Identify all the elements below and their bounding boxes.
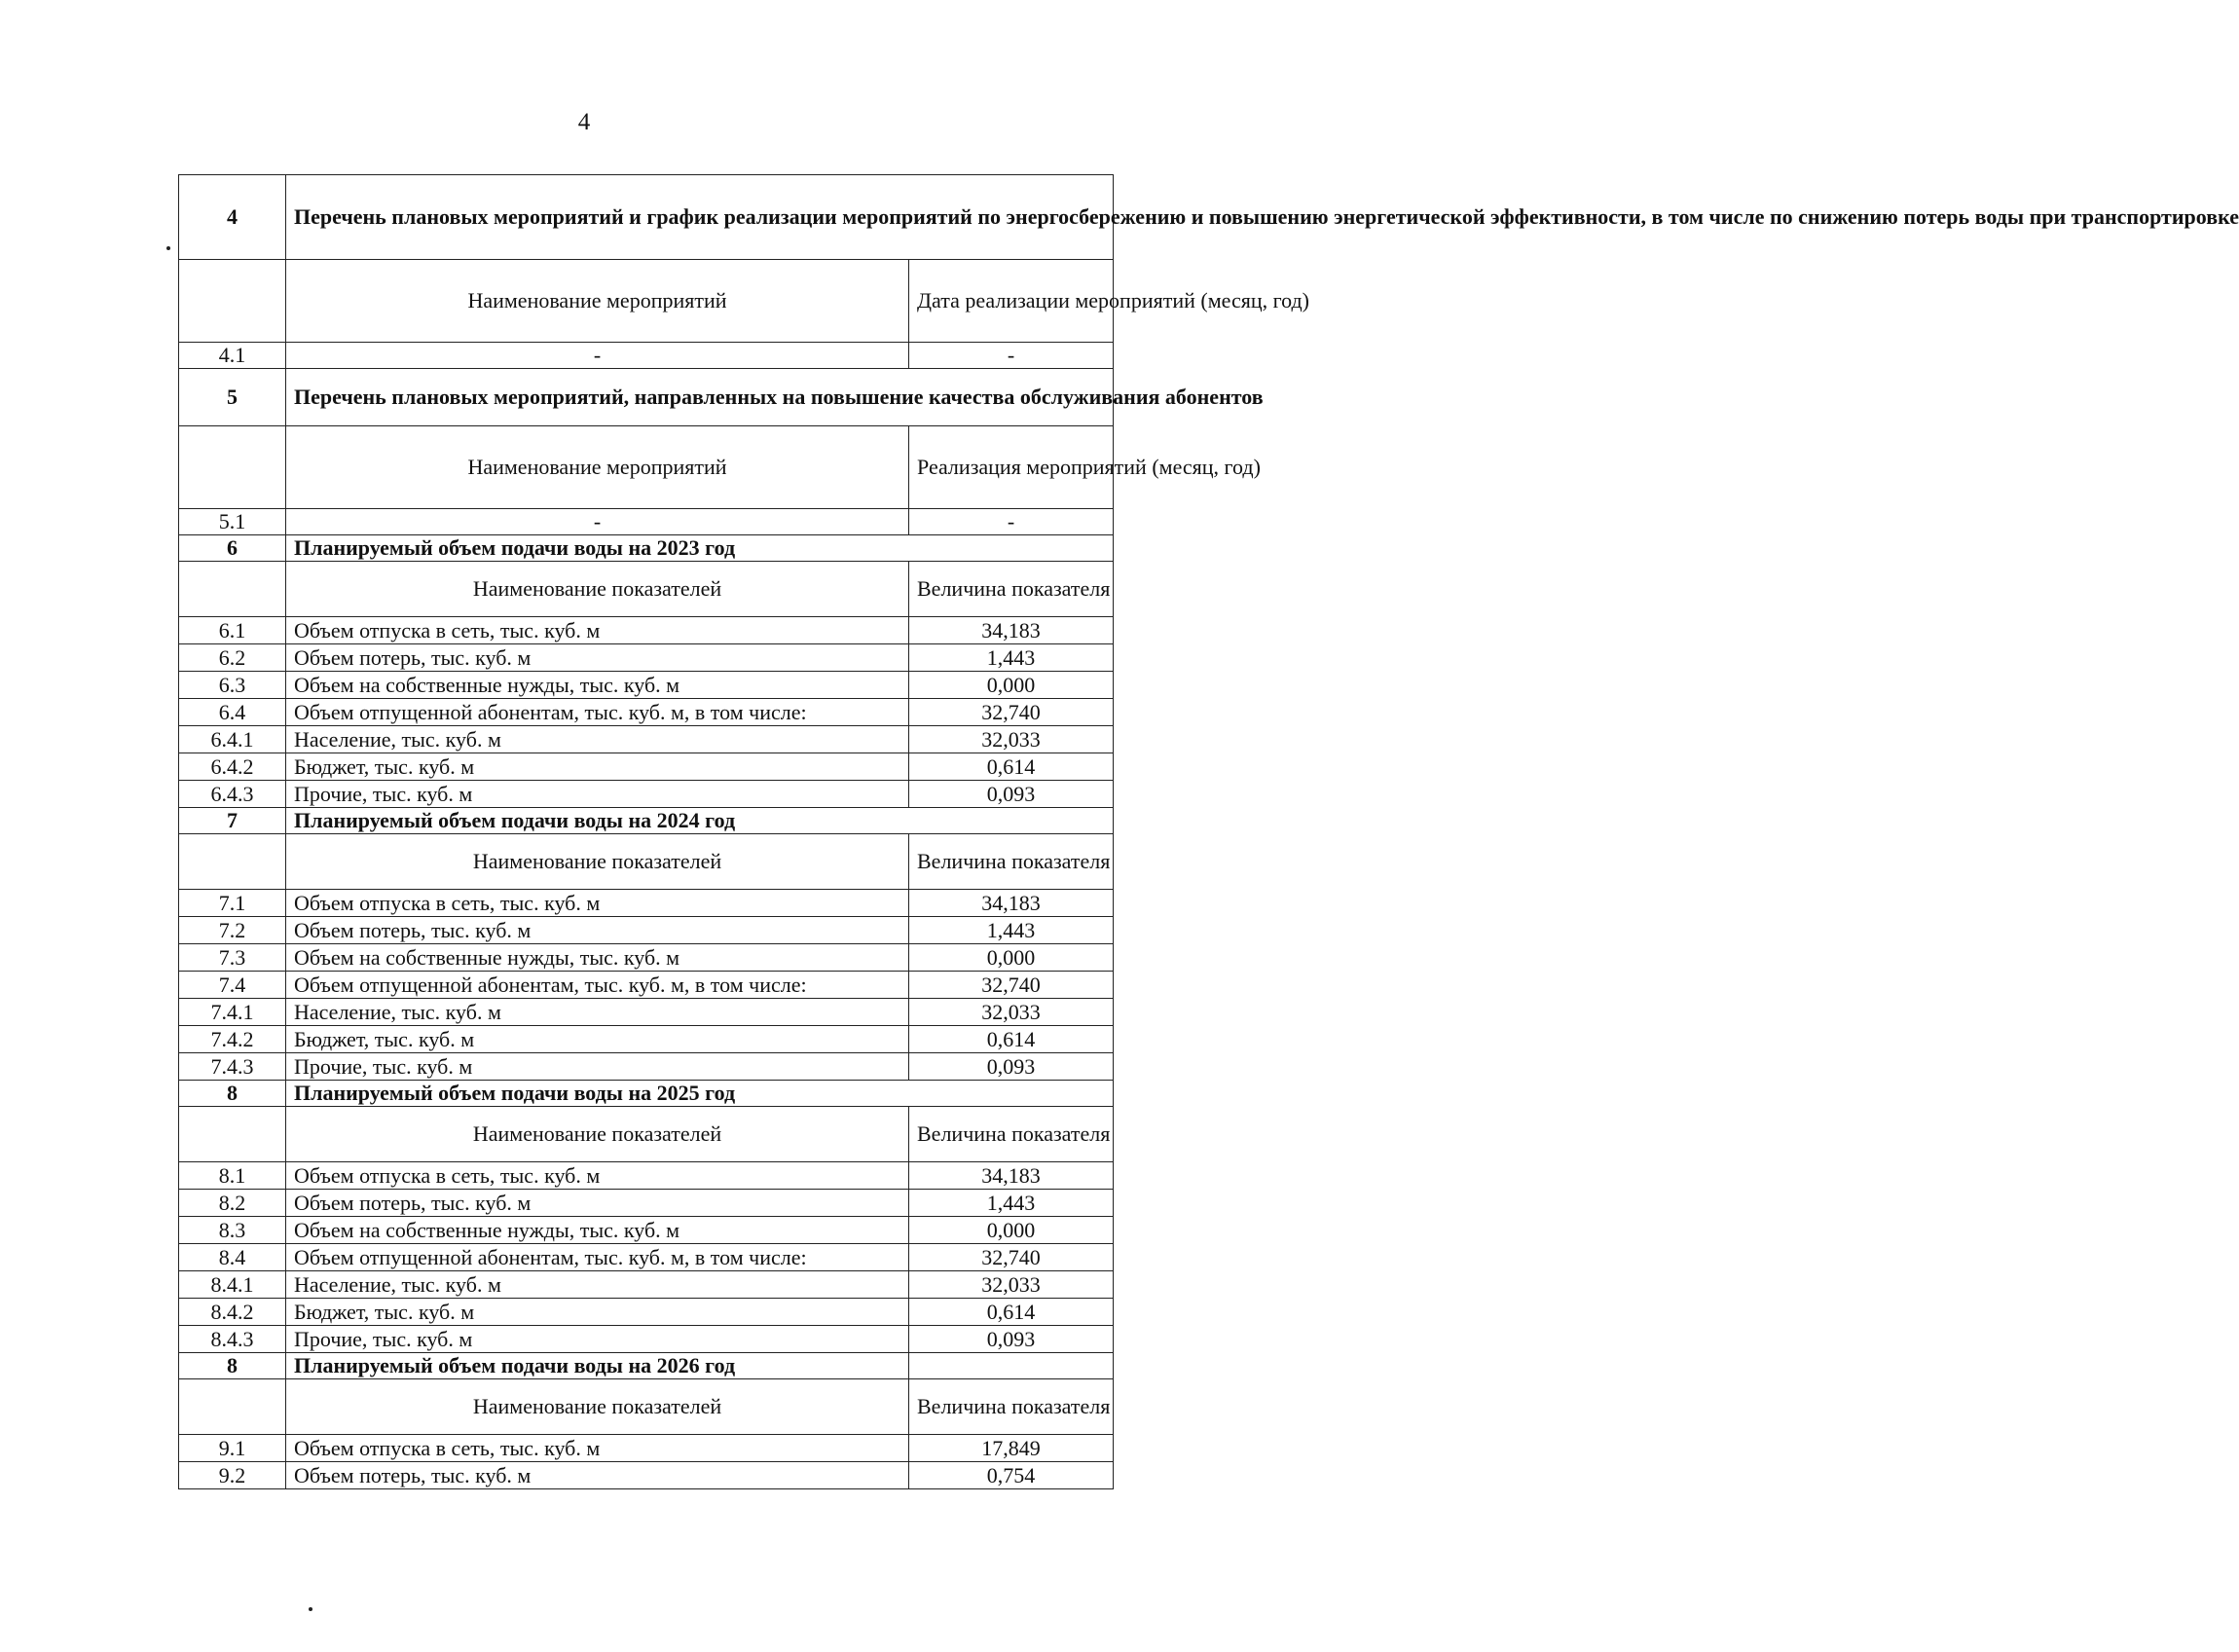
- section-header-row: [179, 1353, 1114, 1379]
- row-value: 32,033: [909, 726, 1114, 753]
- section-header-row: [179, 808, 1114, 834]
- column-header-row: [179, 1107, 1114, 1162]
- row-value: 1,443: [909, 644, 1114, 672]
- row-name: Объем отпущенной абонентам, тыс. куб. м, в том числе:: [286, 699, 909, 726]
- table-row: [179, 1162, 1114, 1190]
- row-number: 6.4.2: [179, 753, 286, 781]
- empty-cell: [179, 1379, 286, 1435]
- table-row: [179, 1271, 1114, 1299]
- empty-cell: [179, 260, 286, 343]
- row-name: Бюджет, тыс. куб. м: [286, 1299, 909, 1326]
- row-name: -: [286, 343, 909, 369]
- section-header-row: [179, 1081, 1114, 1107]
- row-name: Прочие, тыс. куб. м: [286, 1326, 909, 1353]
- row-number: 6.3: [179, 672, 286, 699]
- section-number: 4: [179, 175, 286, 260]
- row-value: 34,183: [909, 890, 1114, 917]
- column-header-value: Дата реализации мероприятий (месяц, год): [909, 260, 1114, 343]
- column-header-name: Наименование мероприятий: [286, 426, 909, 509]
- table-row: [179, 699, 1114, 726]
- row-name: Бюджет, тыс. куб. м: [286, 1026, 909, 1053]
- row-name: Объем отпуска в сеть, тыс. куб. м: [286, 617, 909, 644]
- row-number: 8.4: [179, 1244, 286, 1271]
- table-row: [179, 890, 1114, 917]
- table-row: [179, 999, 1114, 1026]
- row-value: 34,183: [909, 1162, 1114, 1190]
- column-header-value: Реализация мероприятий (месяц, год): [909, 426, 1114, 509]
- row-value: 0,614: [909, 1026, 1114, 1053]
- row-name: Объем на собственные нужды, тыс. куб. м: [286, 672, 909, 699]
- table-row: [179, 781, 1114, 808]
- row-value: 32,740: [909, 972, 1114, 999]
- row-value: 0,093: [909, 1053, 1114, 1081]
- row-value: 32,033: [909, 999, 1114, 1026]
- column-header-row: [179, 426, 1114, 509]
- row-value: 0,000: [909, 944, 1114, 972]
- row-name: Объем отпуска в сеть, тыс. куб. м: [286, 1162, 909, 1190]
- row-number: 7.4.1: [179, 999, 286, 1026]
- column-header-value: Величина показателя: [909, 1379, 1114, 1435]
- row-value: 32,740: [909, 699, 1114, 726]
- column-header-name: Наименование показателей: [286, 1107, 909, 1162]
- section-title: Планируемый объем подачи воды на 2025 год: [286, 1081, 1114, 1107]
- table-row: [179, 944, 1114, 972]
- column-header-row: [179, 260, 1114, 343]
- column-header-value: Величина показателя: [909, 562, 1114, 617]
- row-number: 6.4: [179, 699, 286, 726]
- table-row: [179, 972, 1114, 999]
- column-header-name: Наименование показателей: [286, 562, 909, 617]
- row-name: Прочие, тыс. куб. м: [286, 781, 909, 808]
- section-number: 8: [179, 1353, 286, 1379]
- empty-cell: [179, 426, 286, 509]
- row-number: 4.1: [179, 343, 286, 369]
- row-name: Объем потерь, тыс. куб. м: [286, 1462, 909, 1489]
- row-number: 6.2: [179, 644, 286, 672]
- table-row: [179, 1462, 1114, 1489]
- row-name: Объем на собственные нужды, тыс. куб. м: [286, 944, 909, 972]
- section-number: 6: [179, 535, 286, 562]
- section-title: Планируемый объем подачи воды на 2023 год: [286, 535, 1114, 562]
- section-number: 7: [179, 808, 286, 834]
- row-number: 6.4.3: [179, 781, 286, 808]
- row-name: Объем отпущенной абонентам, тыс. куб. м, в том числе:: [286, 1244, 909, 1271]
- row-name: Объем отпуска в сеть, тыс. куб. м: [286, 890, 909, 917]
- section-header-row: [179, 535, 1114, 562]
- section-title: Планируемый объем подачи воды на 2026 год: [286, 1353, 909, 1379]
- empty-cell: [179, 562, 286, 617]
- row-value: 1,443: [909, 917, 1114, 944]
- row-number: 9.2: [179, 1462, 286, 1489]
- row-name: -: [286, 509, 909, 535]
- row-value: -: [909, 509, 1114, 535]
- row-number: 7.2: [179, 917, 286, 944]
- section-title: Перечень плановых мероприятий, направленных на повышение качества обслуживания абонентов: [286, 369, 1114, 426]
- row-name: Объем потерь, тыс. куб. м: [286, 1190, 909, 1217]
- row-number: 8.2: [179, 1190, 286, 1217]
- column-header-name: Наименование показателей: [286, 1379, 909, 1435]
- row-value: 0,093: [909, 1326, 1114, 1353]
- row-name: Объем отпуска в сеть, тыс. куб. м: [286, 1435, 909, 1462]
- table-row: [179, 617, 1114, 644]
- row-value: 32,033: [909, 1271, 1114, 1299]
- row-value: 0,000: [909, 672, 1114, 699]
- row-number: 5.1: [179, 509, 286, 535]
- row-value: 0,614: [909, 1299, 1114, 1326]
- section-number: 5: [179, 369, 286, 426]
- row-number: 6.4.1: [179, 726, 286, 753]
- row-name: Бюджет, тыс. куб. м: [286, 753, 909, 781]
- row-number: 9.1: [179, 1435, 286, 1462]
- table-row: [179, 1244, 1114, 1271]
- section-title: Планируемый объем подачи воды на 2024 год: [286, 808, 1114, 834]
- row-name: Объем отпущенной абонентам, тыс. куб. м, в том числе:: [286, 972, 909, 999]
- row-value: 17,849: [909, 1435, 1114, 1462]
- column-header-value: Величина показателя: [909, 834, 1114, 890]
- row-name: Население, тыс. куб. м: [286, 999, 909, 1026]
- table-row: [179, 1435, 1114, 1462]
- row-value: 1,443: [909, 1190, 1114, 1217]
- row-number: 7.4.3: [179, 1053, 286, 1081]
- row-number: 8.4.2: [179, 1299, 286, 1326]
- row-number: 6.1: [179, 617, 286, 644]
- table-row: [179, 644, 1114, 672]
- row-value: 0,000: [909, 1217, 1114, 1244]
- row-number: 7.1: [179, 890, 286, 917]
- row-value: 0,754: [909, 1462, 1114, 1489]
- table-row: [179, 1326, 1114, 1353]
- row-name: Население, тыс. куб. м: [286, 1271, 909, 1299]
- table-row: [179, 1299, 1114, 1326]
- row-number: 8.4.1: [179, 1271, 286, 1299]
- section-header-row: [179, 369, 1114, 426]
- table-row: [179, 1190, 1114, 1217]
- scan-speck: [309, 1607, 312, 1611]
- column-header-row: [179, 562, 1114, 617]
- column-header-row: [179, 834, 1114, 890]
- table-row: [179, 343, 1114, 369]
- empty-cell: [179, 834, 286, 890]
- row-number: 8.1: [179, 1162, 286, 1190]
- table-row: [179, 1217, 1114, 1244]
- section-title: Перечень плановых мероприятий и график реализации мероприятий по энергосбережению и повышению энергетической эффективности, в том числе по снижению потерь воды при транспортировке: [286, 175, 1114, 260]
- row-value: 32,740: [909, 1244, 1114, 1271]
- row-number: 8.3: [179, 1217, 286, 1244]
- table-row: [179, 753, 1114, 781]
- row-value: 0,093: [909, 781, 1114, 808]
- table-row: [179, 726, 1114, 753]
- row-name: Прочие, тыс. куб. м: [286, 1053, 909, 1081]
- column-header-row: [179, 1379, 1114, 1435]
- page-number: 4: [577, 109, 591, 135]
- table-row: [179, 1026, 1114, 1053]
- table-row: [179, 917, 1114, 944]
- row-name: Население, тыс. куб. м: [286, 726, 909, 753]
- row-number: 7.3: [179, 944, 286, 972]
- table-row: [179, 509, 1114, 535]
- empty-cell: [909, 1353, 1114, 1379]
- section-header-row: [179, 175, 1114, 260]
- row-number: 7.4: [179, 972, 286, 999]
- column-header-name: Наименование показателей: [286, 834, 909, 890]
- row-number: 7.4.2: [179, 1026, 286, 1053]
- row-value: 34,183: [909, 617, 1114, 644]
- row-value: -: [909, 343, 1114, 369]
- row-name: Объем потерь, тыс. куб. м: [286, 644, 909, 672]
- plan-table: [178, 174, 2239, 1489]
- table-row: [179, 1053, 1114, 1081]
- table-row: [179, 672, 1114, 699]
- row-value: 0,614: [909, 753, 1114, 781]
- scan-speck: [166, 246, 170, 250]
- column-header-value: Величина показателя: [909, 1107, 1114, 1162]
- row-number: 8.4.3: [179, 1326, 286, 1353]
- row-name: Объем на собственные нужды, тыс. куб. м: [286, 1217, 909, 1244]
- column-header-name: Наименование мероприятий: [286, 260, 909, 343]
- section-number: 8: [179, 1081, 286, 1107]
- empty-cell: [179, 1107, 286, 1162]
- row-name: Объем потерь, тыс. куб. м: [286, 917, 909, 944]
